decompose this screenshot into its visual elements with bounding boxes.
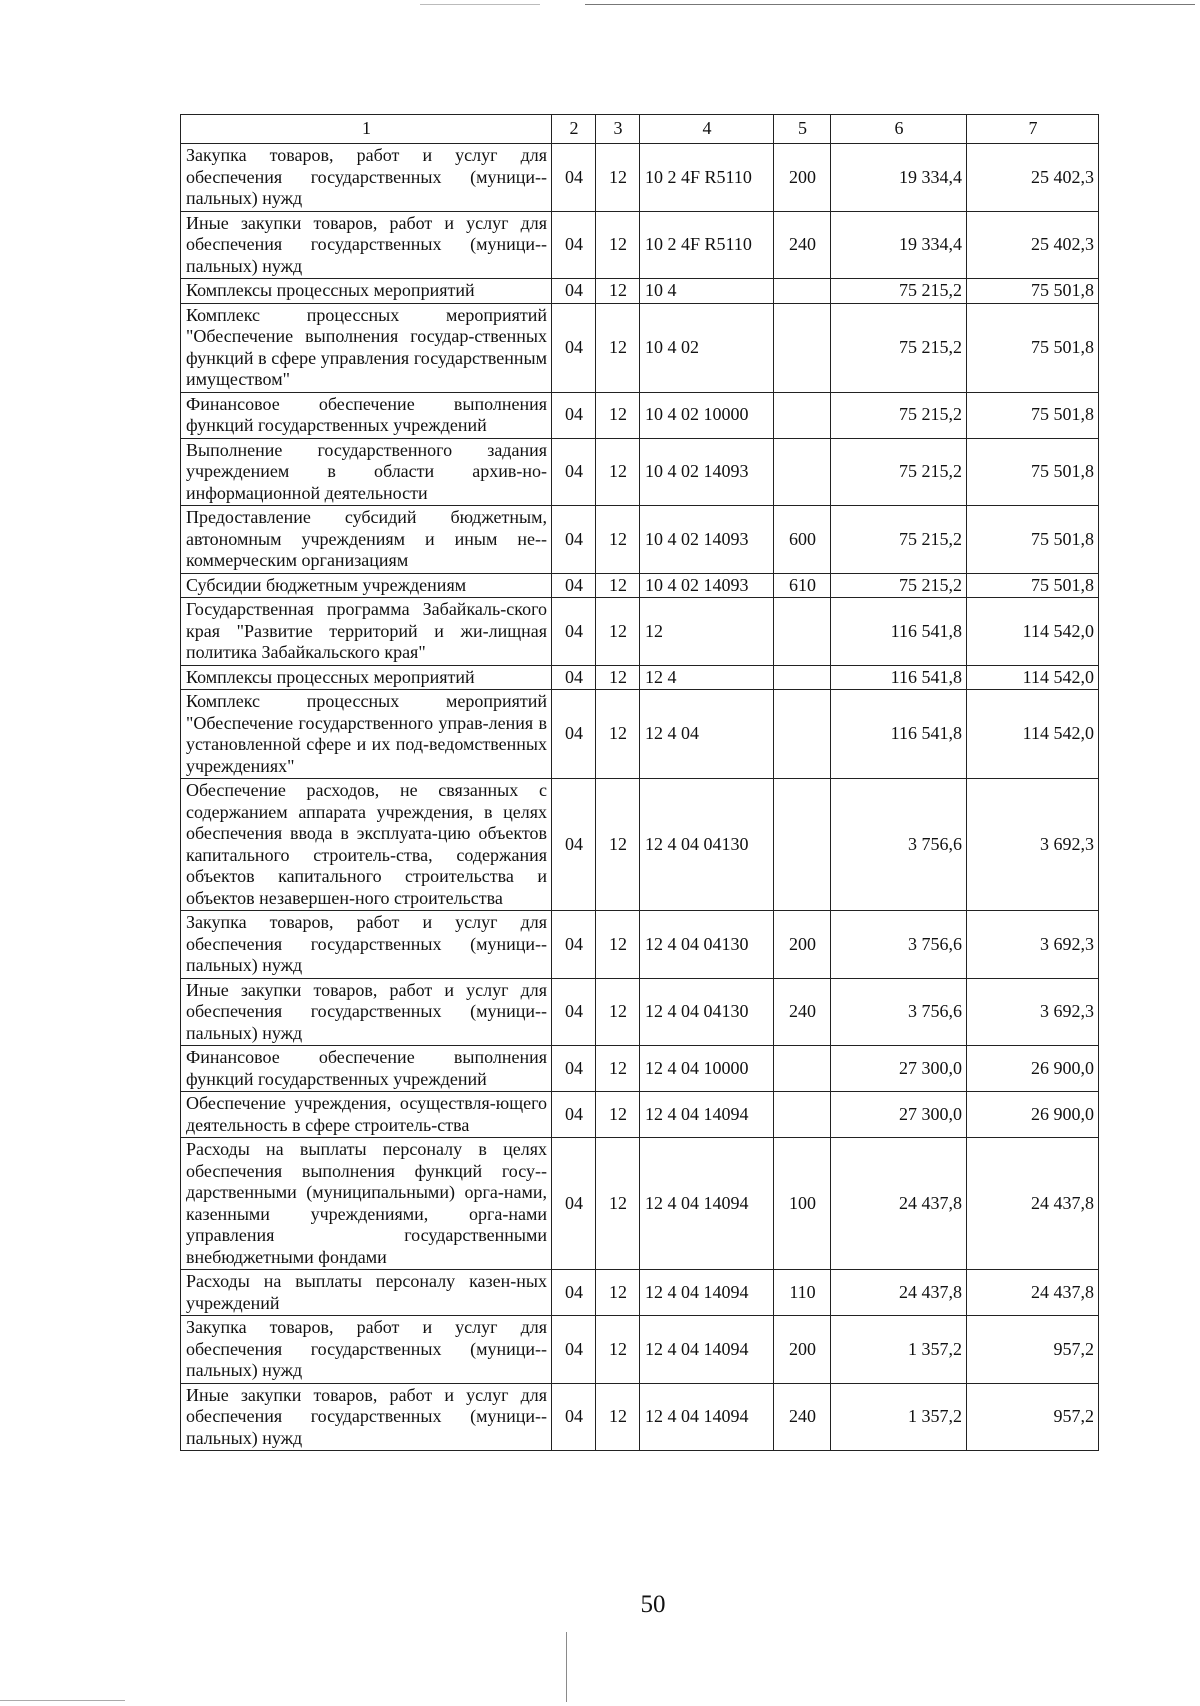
row-description: Финансовое обеспечение выполнения функций государственных учреждений (181, 1046, 552, 1092)
row-amount-col6: 116 541,8 (831, 598, 967, 666)
row-description: Комплексы процессных мероприятий (181, 279, 552, 304)
row-subsection: 12 (596, 1316, 640, 1384)
row-section: 04 (552, 690, 596, 779)
row-subsection: 12 (596, 1138, 640, 1270)
table-row (181, 303, 1099, 392)
row-subsection: 12 (596, 779, 640, 911)
row-amount-col7: 24 437,8 (967, 1270, 1099, 1316)
row-description: Закупка товаров, работ и услуг для обеспечения государственных (муници-пальных) нужд (181, 911, 552, 979)
row-expense-type (774, 1092, 831, 1138)
table-row (181, 438, 1099, 506)
row-subsection: 12 (596, 978, 640, 1046)
row-amount-col6: 3 756,6 (831, 978, 967, 1046)
row-amount-col6: 75 215,2 (831, 573, 967, 598)
row-section: 04 (552, 279, 596, 304)
row-amount-col7: 26 900,0 (967, 1046, 1099, 1092)
header-col-6: 6 (831, 115, 967, 144)
table-row (181, 1092, 1099, 1138)
row-description: Комплекс процессных мероприятий "Обеспечение государственного управ-ления в установленной сфере и их под-ведомственных учреждениях" (181, 690, 552, 779)
row-subsection: 12 (596, 573, 640, 598)
row-description: Финансовое обеспечение выполнения функций государственных учреждений (181, 392, 552, 438)
row-description: Закупка товаров, работ и услуг для обеспечения государственных (муници-пальных) нужд (181, 144, 552, 212)
row-amount-col6: 75 215,2 (831, 506, 967, 574)
row-section: 04 (552, 911, 596, 979)
row-amount-col6: 75 215,2 (831, 392, 967, 438)
row-description: Предоставление субсидий бюджетным, автономным учреждениям и иным не-коммерческим организациям (181, 506, 552, 574)
row-target-code: 10 4 02 14093 (640, 506, 774, 574)
row-amount-col6: 3 756,6 (831, 779, 967, 911)
row-section: 04 (552, 1092, 596, 1138)
scan-artifact-top-line-short (420, 4, 540, 5)
row-amount-col6: 27 300,0 (831, 1046, 967, 1092)
row-expense-type (774, 438, 831, 506)
row-section: 04 (552, 506, 596, 574)
table-row (181, 392, 1099, 438)
row-target-code: 10 4 02 14093 (640, 438, 774, 506)
header-col-7: 7 (967, 115, 1099, 144)
row-expense-type: 200 (774, 1316, 831, 1384)
row-amount-col6: 75 215,2 (831, 279, 967, 304)
table-row (181, 1138, 1099, 1270)
row-target-code: 10 4 (640, 279, 774, 304)
row-description: Обеспечение учреждения, осуществля-ющего деятельность в сфере строитель-ства (181, 1092, 552, 1138)
row-section: 04 (552, 438, 596, 506)
table-row (181, 1316, 1099, 1384)
row-subsection: 12 (596, 1270, 640, 1316)
row-target-code: 12 4 04 10000 (640, 1046, 774, 1092)
row-description: Выполнение государственного задания учреждением в области архив-но-информационной деятельности (181, 438, 552, 506)
row-amount-col7: 25 402,3 (967, 144, 1099, 212)
row-amount-col7: 25 402,3 (967, 211, 1099, 279)
row-amount-col7: 75 501,8 (967, 506, 1099, 574)
scan-artifact-bottom-vline (566, 1632, 567, 1702)
row-expense-type: 240 (774, 978, 831, 1046)
row-target-code: 10 4 02 14093 (640, 573, 774, 598)
row-target-code: 10 4 02 (640, 303, 774, 392)
row-description: Иные закупки товаров, работ и услуг для обеспечения государственных (муници-пальных) нужд (181, 978, 552, 1046)
row-amount-col7: 957,2 (967, 1383, 1099, 1451)
row-target-code: 12 (640, 598, 774, 666)
table-row (181, 911, 1099, 979)
row-amount-col7: 3 692,3 (967, 911, 1099, 979)
row-amount-col6: 19 334,4 (831, 144, 967, 212)
row-description: Государственная программа Забайкаль-ского края "Развитие территорий и жи-лищная политика Забайкальского края" (181, 598, 552, 666)
row-target-code: 12 4 04 04130 (640, 911, 774, 979)
row-amount-col7: 957,2 (967, 1316, 1099, 1384)
row-subsection: 12 (596, 1046, 640, 1092)
row-description: Комплексы процессных мероприятий (181, 665, 552, 690)
row-target-code: 12 4 04 14094 (640, 1383, 774, 1451)
row-section: 04 (552, 1316, 596, 1384)
table-row (181, 1046, 1099, 1092)
row-amount-col6: 1 357,2 (831, 1316, 967, 1384)
row-subsection: 12 (596, 303, 640, 392)
row-target-code: 10 4 02 10000 (640, 392, 774, 438)
table-row (181, 978, 1099, 1046)
row-description: Закупка товаров, работ и услуг для обеспечения государственных (муници-пальных) нужд (181, 1316, 552, 1384)
row-amount-col7: 3 692,3 (967, 978, 1099, 1046)
row-subsection: 12 (596, 1383, 640, 1451)
table-row (181, 1383, 1099, 1451)
row-amount-col7: 26 900,0 (967, 1092, 1099, 1138)
row-amount-col6: 116 541,8 (831, 665, 967, 690)
row-section: 04 (552, 144, 596, 212)
table-row (181, 598, 1099, 666)
row-expense-type: 240 (774, 211, 831, 279)
row-section: 04 (552, 1138, 596, 1270)
row-expense-type: 200 (774, 911, 831, 979)
row-expense-type (774, 279, 831, 304)
table-row (181, 665, 1099, 690)
row-section: 04 (552, 392, 596, 438)
budget-table (180, 114, 1099, 1451)
row-amount-col6: 75 215,2 (831, 438, 967, 506)
table-row (181, 690, 1099, 779)
row-amount-col6: 19 334,4 (831, 211, 967, 279)
row-amount-col7: 114 542,0 (967, 598, 1099, 666)
table-row (181, 506, 1099, 574)
row-amount-col7: 114 542,0 (967, 665, 1099, 690)
row-expense-type: 200 (774, 144, 831, 212)
row-section: 04 (552, 598, 596, 666)
row-section: 04 (552, 1383, 596, 1451)
row-amount-col6: 24 437,8 (831, 1138, 967, 1270)
row-section: 04 (552, 779, 596, 911)
row-target-code: 12 4 04 14094 (640, 1316, 774, 1384)
row-expense-type: 610 (774, 573, 831, 598)
row-subsection: 12 (596, 211, 640, 279)
row-description: Расходы на выплаты персоналу в целях обеспечения выполнения функций госу-дарственными (муниципальными) орга-нами, казенными учреждениями, орга-нами управления государственными внебюджетными фондами (181, 1138, 552, 1270)
scan-artifact-top-line (585, 4, 1195, 5)
table-row (181, 144, 1099, 212)
header-col-5: 5 (774, 115, 831, 144)
row-amount-col7: 114 542,0 (967, 690, 1099, 779)
row-description: Субсидии бюджетным учреждениям (181, 573, 552, 598)
row-target-code: 10 2 4F R5110 (640, 144, 774, 212)
row-subsection: 12 (596, 1092, 640, 1138)
row-target-code: 12 4 04 04130 (640, 978, 774, 1046)
row-amount-col6: 24 437,8 (831, 1270, 967, 1316)
row-expense-type (774, 303, 831, 392)
table-row (181, 211, 1099, 279)
row-amount-col7: 75 501,8 (967, 573, 1099, 598)
row-expense-type: 240 (774, 1383, 831, 1451)
row-amount-col7: 75 501,8 (967, 392, 1099, 438)
row-amount-col7: 3 692,3 (967, 779, 1099, 911)
header-col-4: 4 (640, 115, 774, 144)
header-col-3: 3 (596, 115, 640, 144)
row-amount-col7: 75 501,8 (967, 438, 1099, 506)
header-col-1: 1 (181, 115, 552, 144)
table-row (181, 1270, 1099, 1316)
row-subsection: 12 (596, 144, 640, 212)
header-col-2: 2 (552, 115, 596, 144)
row-amount-col6: 3 756,6 (831, 911, 967, 979)
row-target-code: 12 4 04 14094 (640, 1270, 774, 1316)
row-target-code: 12 4 04 (640, 690, 774, 779)
row-expense-type (774, 598, 831, 666)
row-expense-type (774, 779, 831, 911)
row-expense-type (774, 690, 831, 779)
row-subsection: 12 (596, 392, 640, 438)
row-subsection: 12 (596, 911, 640, 979)
row-description: Расходы на выплаты персоналу казен-ных учреждений (181, 1270, 552, 1316)
row-amount-col6: 27 300,0 (831, 1092, 967, 1138)
row-expense-type (774, 392, 831, 438)
row-subsection: 12 (596, 279, 640, 304)
scan-artifact-bottom-line (0, 1700, 125, 1701)
row-subsection: 12 (596, 665, 640, 690)
row-description: Иные закупки товаров, работ и услуг для обеспечения государственных (муници-пальных) нужд (181, 1383, 552, 1451)
row-target-code: 12 4 04 14094 (640, 1092, 774, 1138)
table-body (181, 144, 1099, 1451)
table-row (181, 779, 1099, 911)
row-expense-type (774, 665, 831, 690)
row-amount-col7: 75 501,8 (967, 303, 1099, 392)
row-expense-type (774, 1046, 831, 1092)
row-section: 04 (552, 978, 596, 1046)
row-section: 04 (552, 211, 596, 279)
row-amount-col6: 116 541,8 (831, 690, 967, 779)
row-target-code: 12 4 (640, 665, 774, 690)
row-section: 04 (552, 573, 596, 598)
row-section: 04 (552, 303, 596, 392)
row-expense-type: 100 (774, 1138, 831, 1270)
row-target-code: 12 4 04 04130 (640, 779, 774, 911)
row-description: Обеспечение расходов, не связанных с содержанием аппарата учреждения, в целях обеспечения ввода в эксплуата-цию объектов капитального строитель-ства, содержания объектов капитального строительства и объектов незавершен-ного строительства (181, 779, 552, 911)
row-subsection: 12 (596, 506, 640, 574)
table-header (181, 115, 1099, 144)
row-subsection: 12 (596, 438, 640, 506)
row-section: 04 (552, 1046, 596, 1092)
table-row (181, 279, 1099, 304)
row-target-code: 12 4 04 14094 (640, 1138, 774, 1270)
row-expense-type: 110 (774, 1270, 831, 1316)
row-target-code: 10 2 4F R5110 (640, 211, 774, 279)
header-row (181, 115, 1099, 144)
row-amount-col7: 75 501,8 (967, 279, 1099, 304)
row-section: 04 (552, 665, 596, 690)
row-amount-col7: 24 437,8 (967, 1138, 1099, 1270)
row-subsection: 12 (596, 598, 640, 666)
row-section: 04 (552, 1270, 596, 1316)
table-row (181, 573, 1099, 598)
row-amount-col6: 1 357,2 (831, 1383, 967, 1451)
row-expense-type: 600 (774, 506, 831, 574)
row-description: Комплекс процессных мероприятий "Обеспечение выполнения государ-ственных функций в сфере управления государственным имуществом" (181, 303, 552, 392)
page-number: 50 (640, 1591, 666, 1618)
row-amount-col6: 75 215,2 (831, 303, 967, 392)
row-subsection: 12 (596, 690, 640, 779)
row-description: Иные закупки товаров, работ и услуг для обеспечения государственных (муници-пальных) нужд (181, 211, 552, 279)
